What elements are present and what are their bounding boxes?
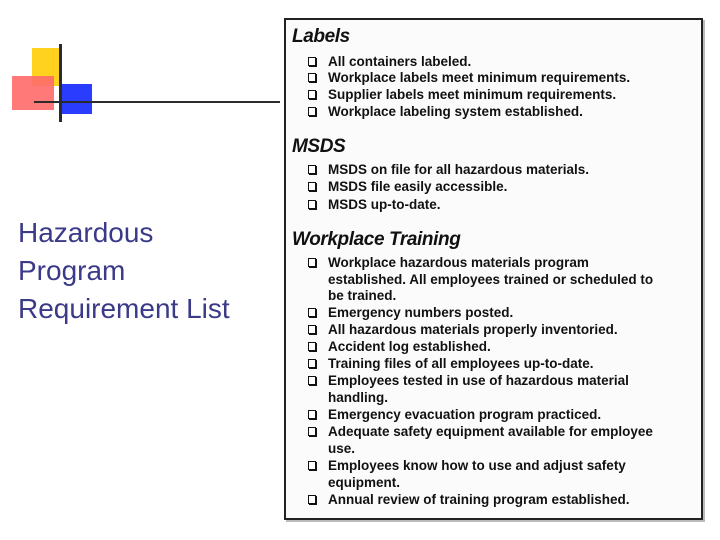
checklist-item: Supplier labels meet minimum requirements.	[308, 87, 698, 104]
checklist-item: Employees know how to use and adjust safety equipment.	[308, 458, 698, 491]
checkbox-icon	[308, 90, 316, 99]
checkbox-icon	[308, 182, 316, 191]
checkbox-icon	[308, 342, 316, 351]
checklist-item: Adequate safety equipment available for employee use.	[308, 424, 698, 457]
checklist-item: Workplace labeling system established.	[308, 104, 698, 121]
checkbox-icon	[308, 325, 316, 334]
checklist-item: MSDS file easily accessible.	[308, 179, 698, 196]
checklist-item: Workplace hazardous materials program established. All employees trained or scheduled to be trained.	[308, 255, 698, 305]
logo-red-square	[12, 76, 54, 110]
checkbox-icon	[308, 73, 316, 82]
section-title-labels: Labels	[292, 26, 350, 47]
checkbox-icon	[308, 376, 316, 385]
slide-logo	[0, 0, 280, 130]
checkbox-icon	[308, 165, 316, 174]
checklist-item: Employees tested in use of hazardous material handling.	[308, 373, 698, 406]
checklist-item: MSDS on file for all hazardous materials.	[308, 162, 698, 179]
checklist-document	[284, 18, 703, 520]
logo-blue-square	[62, 84, 92, 114]
checklist-item: MSDS up-to-date.	[308, 197, 698, 214]
checklist-item: All hazardous materials properly inventoried.	[308, 322, 698, 339]
checkbox-icon	[308, 107, 316, 116]
checklist-item: Workplace labels meet minimum requirements.	[308, 70, 698, 87]
checkbox-icon	[308, 308, 316, 317]
checklist-item: Accident log established.	[308, 339, 698, 356]
checklist-item: Emergency numbers posted.	[308, 305, 698, 322]
checkbox-icon	[308, 359, 316, 368]
checkbox-icon	[308, 258, 316, 267]
section-title-workplace-training: Workplace Training	[292, 229, 461, 250]
checklist-item: Emergency evacuation program practiced.	[308, 407, 698, 424]
checkbox-icon	[308, 461, 316, 470]
checkbox-icon	[308, 410, 316, 419]
logo-horizontal-line	[34, 101, 280, 103]
checklist-item: Training files of all employees up-to-date.	[308, 356, 698, 373]
checklist-item: Annual review of training program established.	[308, 492, 698, 509]
section-title-msds: MSDS	[292, 136, 346, 157]
checkbox-icon	[308, 427, 316, 436]
checkbox-icon	[308, 57, 316, 66]
checkbox-icon	[308, 200, 316, 209]
logo-vertical-line	[59, 44, 62, 122]
slide-title: Hazardous Program Requirement List	[18, 217, 230, 324]
checklist-item: All containers labeled.	[308, 54, 698, 71]
checkbox-icon	[308, 495, 316, 504]
